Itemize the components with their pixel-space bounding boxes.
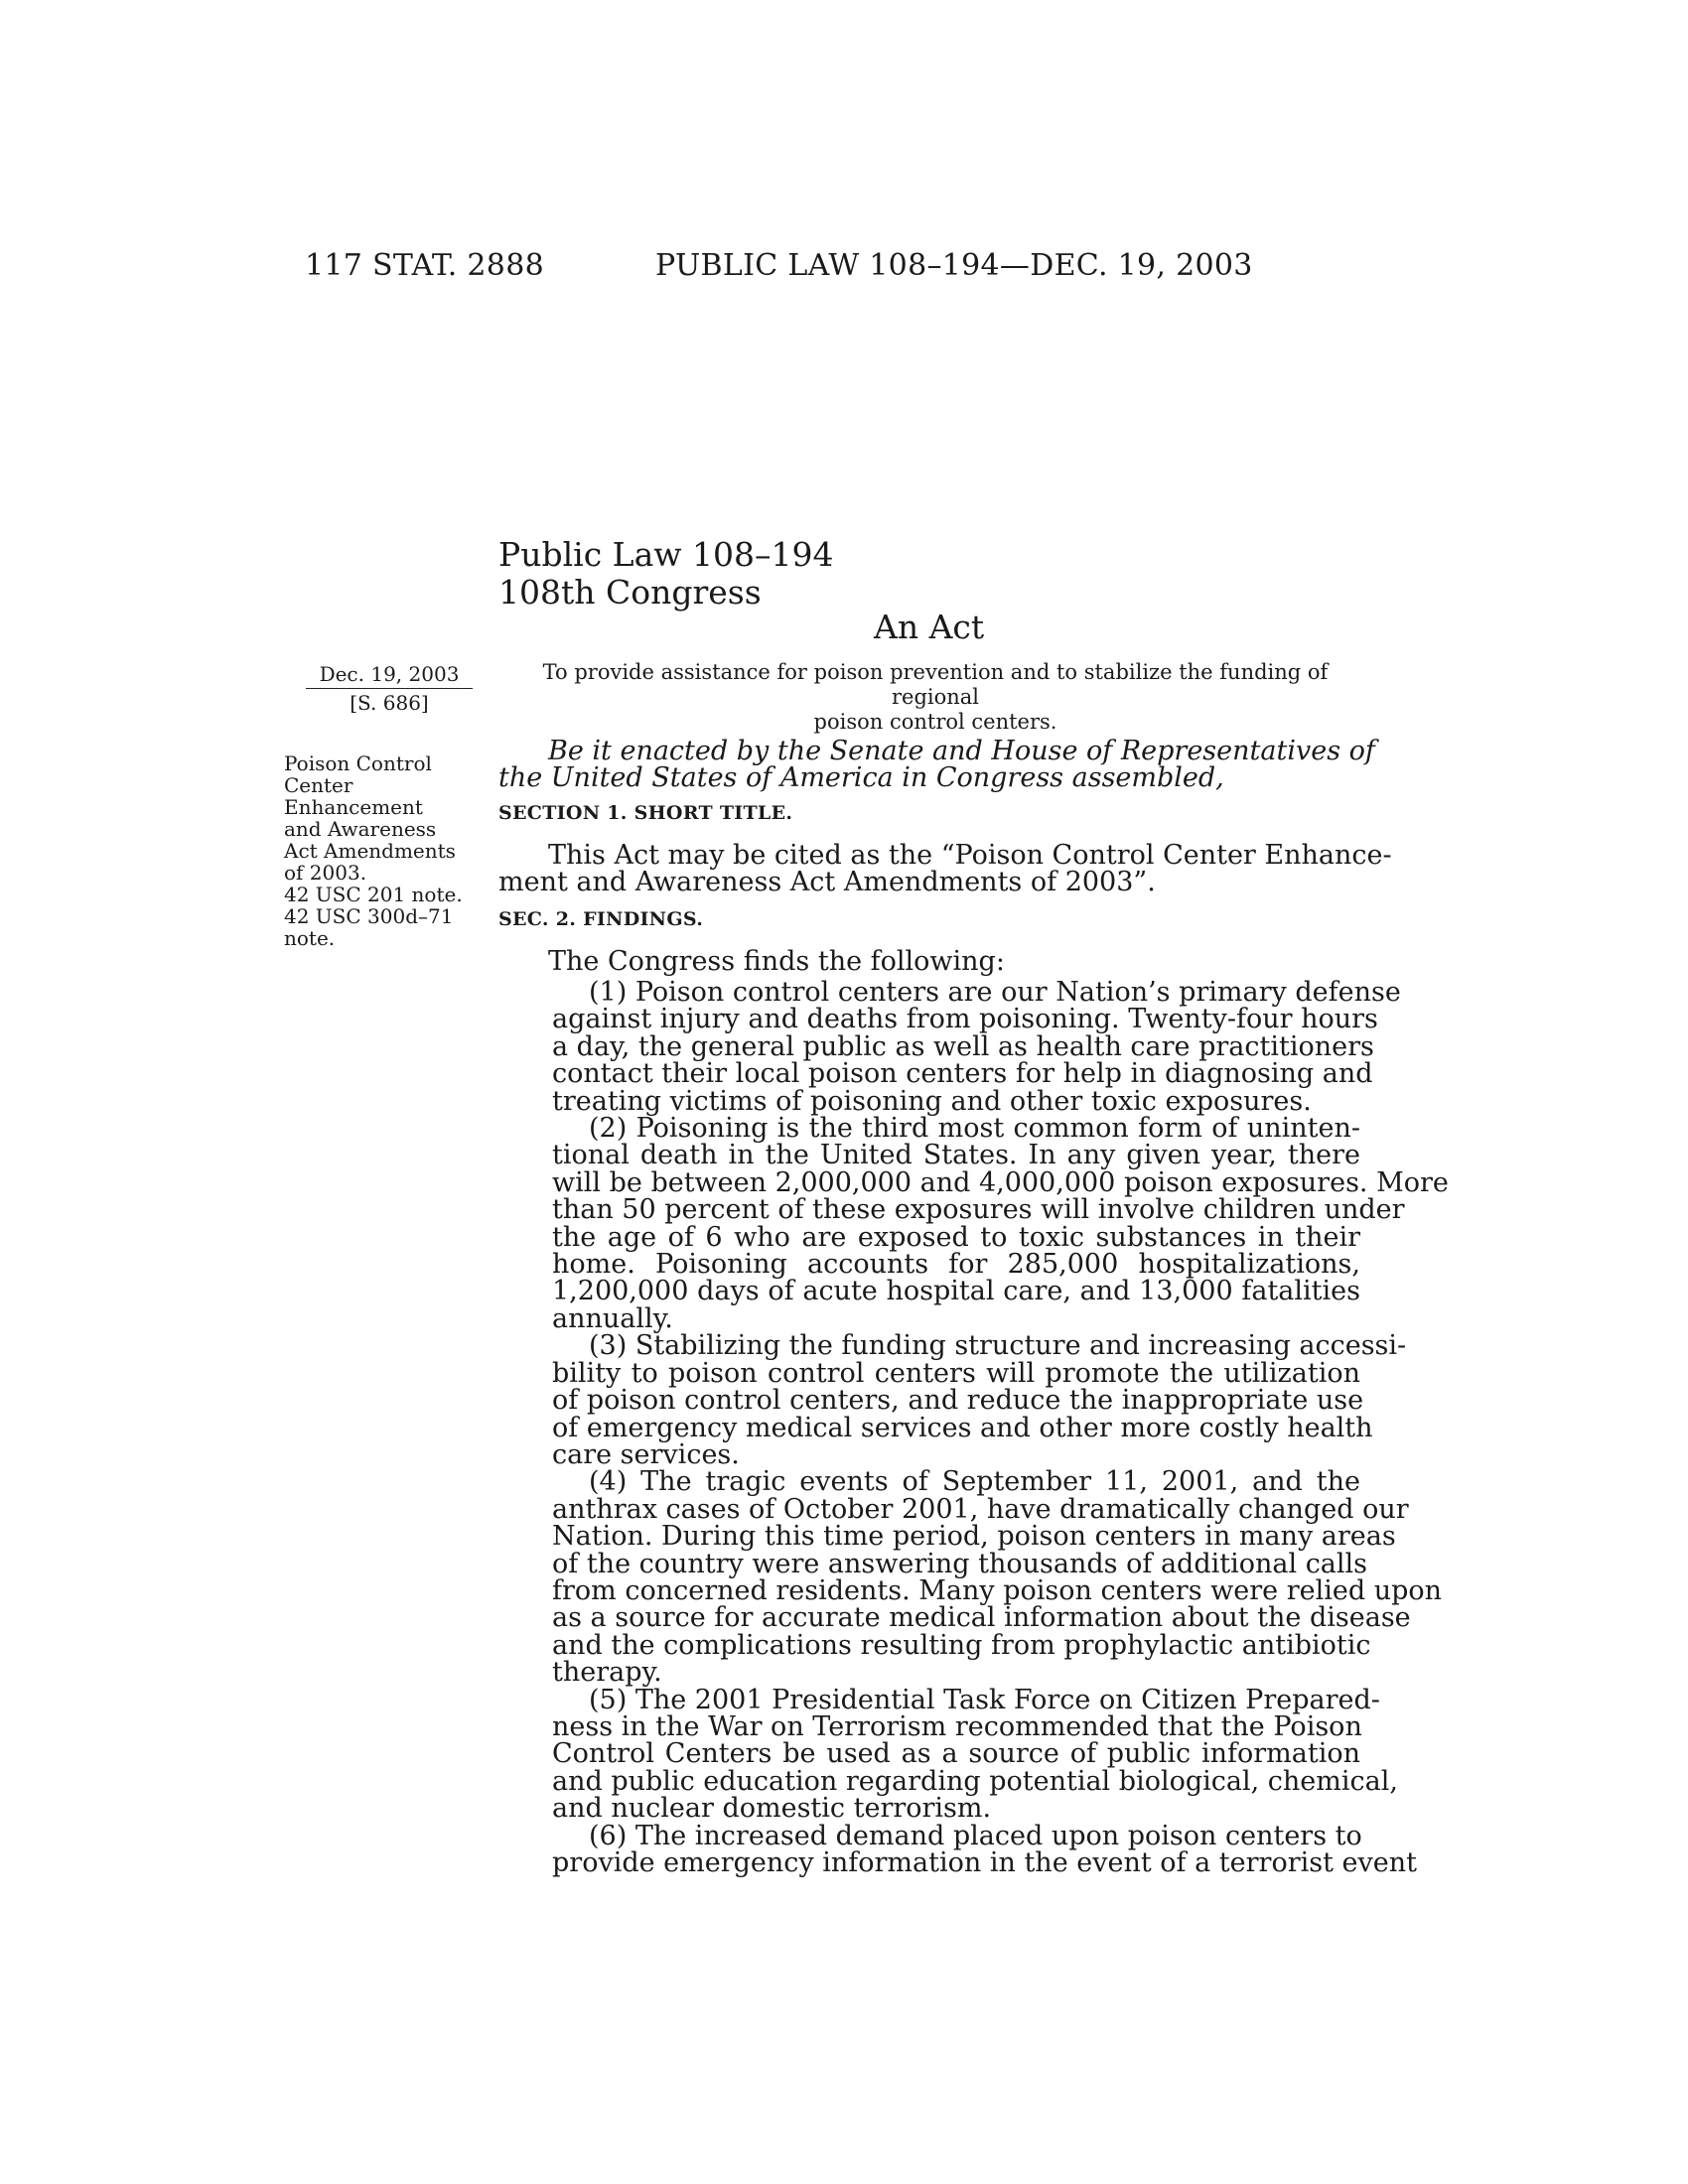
margin-date-block [304, 660, 475, 717]
finding-line: (6) The increased demand placed upon poison centers to [589, 1820, 1362, 1851]
purpose-line: poison control centers. [813, 710, 1057, 734]
an-act-title: An Act [874, 608, 985, 646]
finding-line: bility to poison control centers will promote the utilization [552, 1357, 1360, 1389]
bill-number: [S. 686] [350, 691, 429, 715]
finding-line: Control Centers be used as a source of public information [552, 1738, 1360, 1770]
finding-line: annually. [552, 1302, 673, 1334]
purpose-line: To provide assistance for poison prevention and to stabilize the funding of regional [542, 660, 1329, 709]
finding-line: Nation. During this time period, poison centers in many areas [552, 1521, 1396, 1553]
enacting-line: Be it enacted by the Senate and House of Representatives of [548, 736, 1375, 766]
finding-line: anthrax cases of October 2001, have dramatically changed our [552, 1493, 1409, 1525]
finding-line: care services. [552, 1438, 740, 1470]
section-2-intro [498, 948, 1360, 975]
section-1-line: This Act may be cited as the “Poison Control Center Enhance- [548, 840, 1392, 871]
margin-notes [284, 752, 483, 949]
finding-line: from concerned residents. Many poison centers were relied upon [552, 1574, 1443, 1606]
section-1-line: ment and Awareness Act Amendments of 2003”. [498, 867, 1156, 898]
finding-line: (1) Poison control centers are our Nation’s primary defense [589, 977, 1401, 1008]
law-number: Public Law 108–194 [498, 535, 834, 574]
section-1-heading: SECTION 1. SHORT TITLE. [498, 802, 793, 824]
margin-note-line: 42 USC 201 note. [284, 883, 463, 906]
margin-note-line: Poison Control [284, 751, 432, 775]
finding-line: a day, the general public as well as health care practitioners [552, 1030, 1374, 1062]
enacting-clause [498, 736, 1375, 794]
finding-line: (2) Poisoning is the third most common form of uninten- [589, 1113, 1360, 1145]
margin-note-line: of 2003. [284, 861, 367, 885]
findings-list [552, 977, 1449, 1878]
finding-line: therapy. [552, 1657, 662, 1689]
finding-line: of emergency medical services and other more costly health [552, 1412, 1373, 1443]
margin-note-line: Act Amendments [284, 839, 456, 863]
margin-note-line: and Awareness [284, 817, 437, 841]
act-purpose [508, 660, 1362, 735]
margin-note-line: note. [284, 926, 336, 950]
finding-line: (4) The tragic events of September 11, 2001, and the [589, 1466, 1360, 1498]
stat-citation: 117 STAT. 2888 [305, 248, 544, 283]
margin-note-line: Center [284, 773, 353, 797]
finding-line: contact their local poison centers for help in diagnosing and [552, 1058, 1373, 1090]
finding-line: the age of 6 who are exposed to toxic substances in their [552, 1221, 1360, 1253]
section-2-heading: SEC. 2. FINDINGS. [498, 908, 704, 930]
margin-note-line: Enhancement [284, 795, 423, 819]
finding-line: and nuclear domestic terrorism. [552, 1793, 992, 1825]
section-1-text [498, 840, 1392, 898]
finding-line: as a source for accurate medical information about the disease [552, 1602, 1411, 1634]
running-title: PUBLIC LAW 108–194—DEC. 19, 2003 [655, 248, 1253, 283]
findings-intro: The Congress finds the following: [548, 946, 1005, 977]
finding-line: treating victims of poisoning and other toxic exposures. [552, 1085, 1312, 1117]
finding-line: of poison control centers, and reduce the inappropriate use [552, 1385, 1364, 1417]
finding-line: of the country were answering thousands of additional calls [552, 1548, 1368, 1579]
finding-line: tional death in the United States. In any given year, there [552, 1140, 1360, 1171]
finding-line: and public education regarding potential biological, chemical, [552, 1765, 1398, 1797]
finding-line: provide emergency information in the event of a terrorist event [552, 1847, 1417, 1878]
enactment-date: Dec. 19, 2003 [319, 662, 460, 686]
finding-line: (5) The 2001 Presidential Task Force on Citizen Prepared- [589, 1684, 1380, 1715]
margin-note-line: 42 USC 300d–71 [284, 904, 454, 928]
finding-line: home. Poisoning accounts for 285,000 hospitalizations, [552, 1249, 1360, 1281]
finding-line: 1,200,000 days of acute hospital care, and 13,000 fatalities [552, 1276, 1360, 1307]
enacting-line: the United States of America in Congress assembled, [498, 762, 1224, 794]
finding-line: (3) Stabilizing the funding structure and increasing accessi- [589, 1330, 1407, 1362]
finding-line: will be between 2,000,000 and 4,000,000 poison exposures. More [552, 1166, 1449, 1198]
finding-line: and the complications resulting from prophylactic antibiotic [552, 1629, 1371, 1661]
finding-line: ness in the War on Terrorism recommended that the Poison [552, 1710, 1362, 1742]
finding-line: than 50 percent of these exposures will involve children under [552, 1194, 1405, 1226]
congress-number: 108th Congress [498, 573, 762, 612]
finding-line: against injury and deaths from poisoning. Twenty-four hours [552, 1004, 1378, 1035]
